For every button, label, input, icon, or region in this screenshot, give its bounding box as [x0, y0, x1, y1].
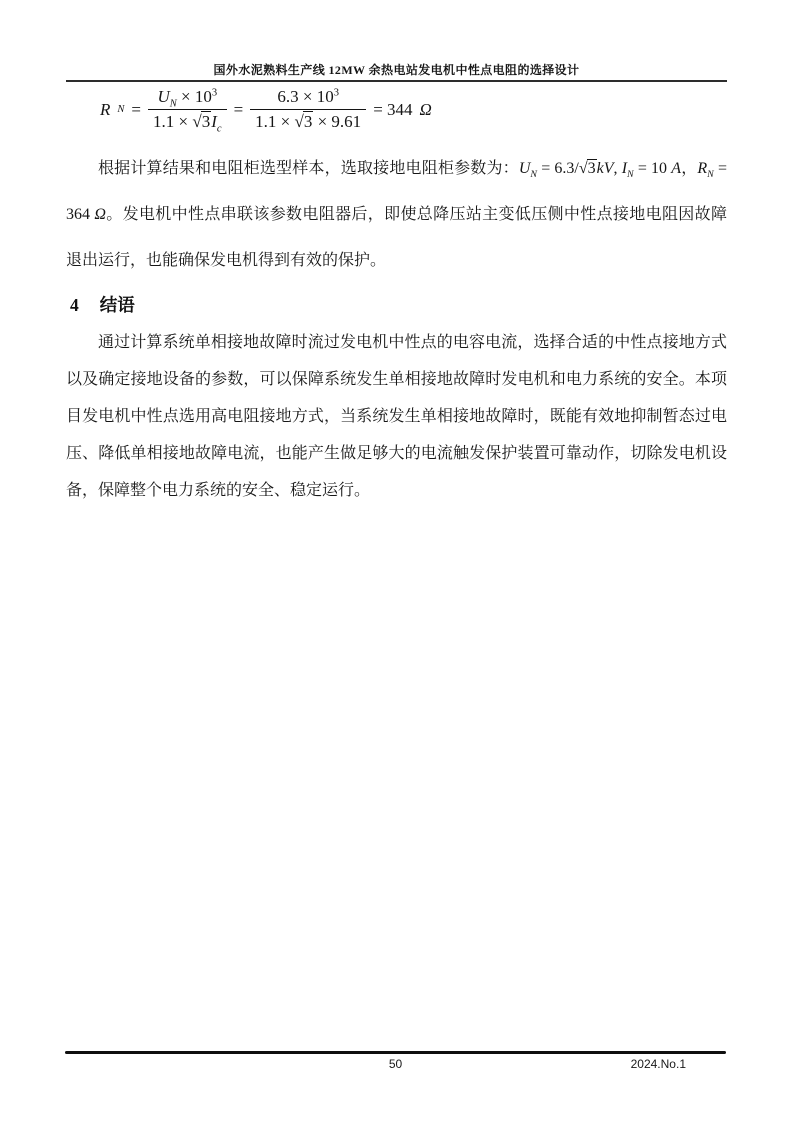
punctuation: ,: [613, 160, 622, 177]
page-number: 50: [388, 1057, 403, 1071]
fraction-denominator: [148, 109, 227, 133]
footer-rule: [65, 1051, 726, 1054]
fraction-symbolic: [148, 86, 227, 133]
fraction-denominator: [250, 109, 366, 133]
radical-sign: √: [294, 112, 303, 132]
radicand: 3: [201, 112, 211, 132]
section-title: 结语: [99, 295, 135, 315]
inline-math-unit: Ω: [94, 206, 106, 223]
numerator-value: 6.3 × 10: [277, 87, 334, 106]
inline-math-text: = 6.3/: [537, 160, 579, 177]
equation-resistance-calculation: R N = $\frac{U_N \times 10^3}{1.1 \times √3I_c}$ = $\frac{6.3 \times 10^3}{1.1 \times √3 \times 9.61}$ = 344 Ω: [100, 87, 432, 135]
radical-sign: √: [192, 112, 201, 132]
paragraph-text: 发电机中性点串联该参数电阻器后，即使总降压站主变低压侧中性点接地电阻因故障退出运行，也能确保发电机得到有效的保护。: [66, 206, 727, 269]
inline-math-variable: R: [697, 160, 708, 177]
paragraph-resistor-selection: [66, 146, 727, 284]
header-rule: [66, 80, 727, 82]
equals-sign: =: [131, 99, 142, 119]
omega-unit: Ω: [419, 99, 432, 119]
equation-result: = 344: [373, 99, 413, 119]
inline-math-text: = 364: [66, 160, 727, 223]
radicand: 3: [587, 160, 596, 177]
fraction-numerator: [272, 86, 344, 109]
punctuation: ，: [681, 160, 698, 177]
denominator-subscript: c: [216, 123, 222, 135]
numerator-variable: U: [157, 87, 170, 106]
inline-math-unit: kV: [596, 160, 614, 177]
paragraph-text: 根据计算结果和电阻柜选型样本，选取接地电阻柜参数为：: [98, 160, 519, 177]
inline-math-text: = 10: [633, 160, 672, 177]
section-heading-conclusion: [66, 290, 727, 320]
running-head-title: 国外水泥熟料生产线 12MW 余热电站发电机中性点电阻的选择设计: [213, 63, 580, 77]
numerator-subscript: N: [169, 98, 177, 110]
section-number: 4: [70, 295, 79, 315]
radical-sign: √: [578, 160, 587, 177]
numerator-exponent: 3: [333, 87, 339, 99]
equals-sign: =: [233, 99, 244, 119]
denominator-variable: I: [211, 112, 217, 132]
radicand: 3: [303, 112, 313, 132]
fraction-numerator: [152, 86, 222, 109]
denominator-factor: 1.1 ×: [153, 112, 193, 132]
inline-math-variable: U: [518, 160, 531, 177]
numerator-factor: × 10: [176, 87, 212, 106]
paragraph-conclusion: 通过计算系统单相接地故障时流过发电机中性点的电容电流，选择合适的中性点接地方式以及确定接地设备的参数，可以保障系统发生单相接地故障时发电机和电力系统的安全。本项目发电机中性点选用高电阻接地方式，当系统发生单相接地故障时，既能有效地抑制暂态过电压、降低单相接地故障电流，也能产生做足够大的电流触发保护装置可靠动作，切除发电机设备，保障整个电力系统的安全、稳定运行。: [66, 334, 727, 499]
article-body: [66, 146, 727, 509]
denominator-factor: × 9.61: [313, 112, 362, 132]
denominator-factor: 1.1 ×: [255, 112, 295, 132]
fraction-numeric: [250, 86, 366, 133]
equation-lhs-variable: R: [100, 99, 111, 119]
numerator-exponent: 3: [211, 87, 218, 99]
inline-math-variable: I: [621, 160, 628, 177]
inline-math-subscript: N: [627, 169, 634, 181]
inline-math-subscript: N: [530, 169, 538, 181]
journal-issue-label: 2024.No.1: [630, 1057, 686, 1071]
inline-math-subscript: N: [707, 169, 714, 181]
punctuation: 。: [105, 206, 123, 223]
inline-math-unit: A: [671, 160, 682, 177]
